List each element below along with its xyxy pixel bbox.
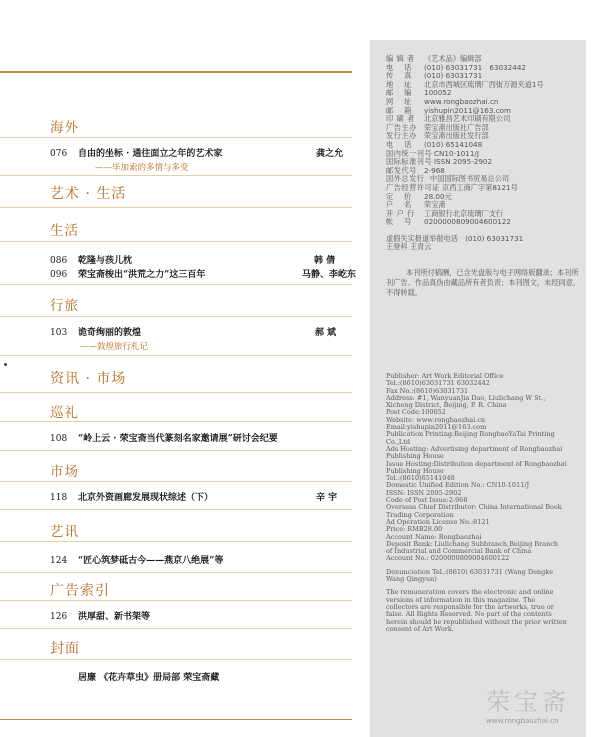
section-divider [0, 241, 352, 242]
english-info-block: Publisher: Art Work Editorial Office Tel.:(8610)63031731 63032442 Fax No.:(8610)63031731 Address: #1, WanyuanJia Dao, Liulichang W St., Xicheng District, Beijing, P. R. China Post Code:100052 Website: www.rongbaozhai.cn Email:yishupin2011@163.com Publication Printing:Beijing RongbaoYaTai Printing Co.,Ltd Ads Hosting: Advertising department of Rongbaozhai Publishing House Issue Hosting:Distribution department of Rongbaozhai Publishing House Tel.:(8610)65141048 Domestic Unified Edition No.: CN10-1011/J ISSN: ISSN 2095-2902 Code of Post Issue:2-968 Overseas Chief Distributor: China International Book Trading Corporation Ad Operation License No.:8121 Price: RMB28.00 Account Name: Rongbaozhai Deposit Bank: Liulichang Subbranch,Beijing Branch of Industrial and Commercial Bank of China Account No.: 0200000809004600122 [386, 372, 567, 563]
masthead-english [386, 373, 582, 639]
bottom-rule [0, 719, 352, 720]
section-cover: 封面 [50, 641, 80, 657]
entry-author: 龚之允 [316, 149, 344, 159]
english-remuneration: The remuneration covers the electronic and online versions of information in this magazine. The collectors are responsible for the artworks, true or false. All Rights Reserved. No part of the contents herein should be republished without the prior written consent of Art Work. [386, 588, 567, 633]
masthead-row: 发行主办 荣宝斋出版社发行部 [386, 131, 489, 141]
masthead-row: 传 真 (010) 63031731 [386, 71, 483, 81]
hotline: 虚假失实报道举报电话 (010) 63031731 [386, 233, 524, 243]
section-divider [0, 509, 352, 510]
section-divider [0, 450, 352, 451]
section-divider [0, 355, 352, 356]
masthead-row: 广告经营许可证 京西工商广字第8121号 [386, 182, 518, 192]
hotline-names: 王登科 王青云 [386, 242, 432, 252]
masthead-row: 帐 号 0200000809004600122 [386, 217, 511, 227]
cover-caption: 居廉 《花卉草虫》册局部 荣宝斋藏 [78, 673, 220, 683]
section-divider [0, 316, 352, 317]
masthead-row: 电 话 (010) 63031731 63032442 [386, 62, 526, 72]
section-divider [0, 628, 352, 629]
section-ad-index: 广告索引 [50, 583, 110, 599]
entry-subtitle: ——敦煌旅行札记 [80, 342, 149, 352]
section-divider [0, 284, 352, 285]
entry-author: 韩 倩 [314, 256, 336, 266]
masthead-row: 印 刷 者 北京雅昌艺术印刷有限公司 [386, 114, 511, 124]
english-denunciation: Denunciation Tel.:(8610) 63031731 (Wang Dengke Wang Qingyun) [386, 567, 554, 584]
section-divider [0, 392, 352, 393]
toc-entry[interactable]: 086 乾隆与孩儿枕 [50, 256, 133, 266]
toc-entry[interactable]: 108 “岭上云 · 荣宝斋当代篆刻名家邀请展”研讨会纪要 [50, 434, 278, 444]
section-divider [0, 659, 352, 660]
section-art-life: 艺术 · 生活 [50, 186, 127, 202]
toc-entry[interactable]: 103 诡奇绚丽的敦煌 [50, 328, 142, 338]
margin-dot [4, 363, 7, 366]
section-travel: 行旅 [50, 298, 79, 314]
entry-author: 郝 斌 [315, 328, 337, 338]
watermark-logo: 荣宝斋 [486, 688, 570, 716]
section-art-news: 艺讯 [50, 524, 79, 540]
watermark [486, 682, 581, 732]
toc-entry[interactable]: 118 北京外资画廊发展现状综述（下） [50, 493, 214, 503]
masthead-row: 国际标准刊号 ISSN 2095-2902 [386, 157, 493, 167]
section-haiwai: 海外 [50, 120, 79, 136]
masthead-row: 邮发代号 2-968 [386, 165, 445, 175]
masthead-row: 定 价 28.00元 [386, 191, 452, 201]
section-divider [0, 207, 352, 208]
top-rule [0, 71, 352, 73]
toc-entry[interactable]: 076 自由的坐标 · 通往面立之年的艺术家 [50, 149, 223, 159]
section-divider [0, 481, 352, 482]
masthead-row: 编 辑 者 《艺术品》编辑部 [386, 54, 482, 63]
masthead-row: 邮 编 100052 [386, 88, 452, 98]
watermark-url: www.rongbaozhai.cn [486, 717, 559, 725]
masthead-row: 邮 箱 yishupin2011@163.com [386, 105, 512, 115]
section-divider [0, 421, 352, 422]
section-divider [0, 572, 352, 573]
entry-author: 马静、李屹东 [302, 270, 357, 280]
masthead-row: 网 址 www.rongbaozhai.cn [386, 96, 499, 106]
masthead-row: 户 名 荣宝斋 [386, 200, 446, 210]
entry-author: 辛 宇 [316, 493, 338, 503]
section-tour: 巡礼 [50, 405, 79, 421]
toc-entry[interactable]: 096 荣宝斋梭出“洪荒之力”这三百年 [50, 270, 206, 280]
toc-entry[interactable]: 124 “匠心筑梦砥古今——燕京八绝展”等 [50, 556, 224, 566]
section-market: 市场 [50, 464, 79, 480]
section-divider [0, 175, 352, 176]
section-news-market: 资讯 · 市场 [50, 371, 127, 387]
section-divider [0, 137, 352, 138]
masthead-row: 电 话 (010) 65141048 [386, 139, 483, 149]
section-divider [0, 541, 352, 542]
masthead-row: 国外总发行 中国国际图书贸易总公司 [386, 174, 510, 184]
masthead-chinese [386, 55, 582, 298]
masthead-row: 国内统一刊号 CN10-1011/J [386, 148, 479, 158]
masthead-row: 开 户 行 工商银行北京琉璃厂支行 [386, 208, 504, 218]
toc-entry[interactable]: 126 洪厚甜、新书架等 [50, 612, 151, 622]
entry-subtitle: ——毕加索的多情与多变 [95, 163, 189, 173]
masthead-row: 地 址 北京市西城区琉璃厂西街万源夹道1号 [386, 79, 544, 89]
copyright-notice: 本刊所付稿酬，已含光盘版与电子网络版翻录；本刊所刊广告、作品真伪由藏品所有者负责；本刊图文，未经同意，不得转载。 [386, 268, 581, 298]
masthead-row: 广告主办 荣宝斋出版社广告部 [386, 122, 489, 132]
masthead-panel [370, 40, 586, 737]
section-life: 生活 [50, 223, 79, 239]
section-divider [0, 600, 352, 601]
